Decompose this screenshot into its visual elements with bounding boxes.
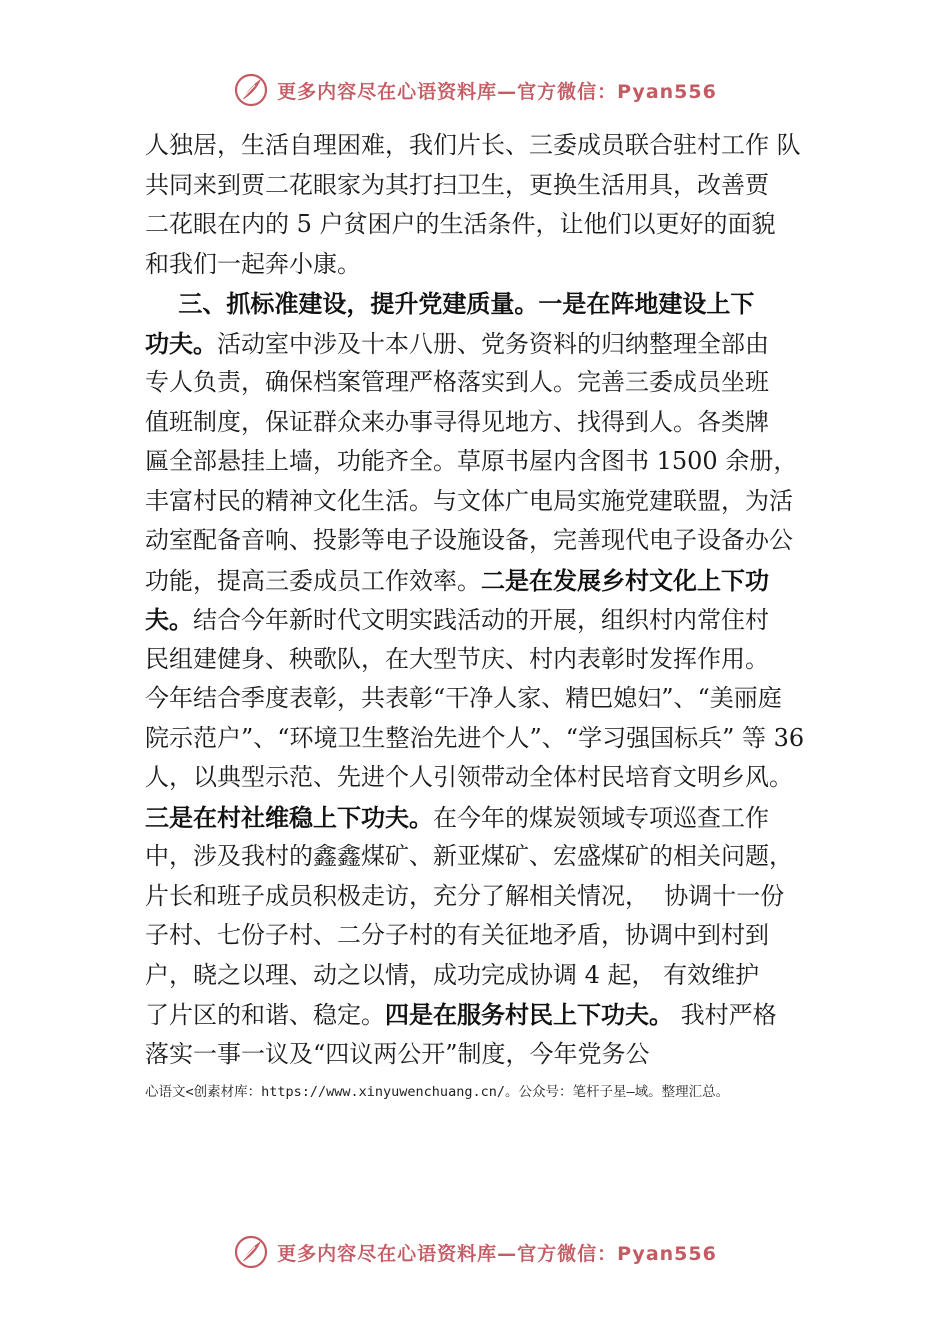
text-line [145,126,815,166]
text-line [145,284,815,324]
text-run: 院示范户”、“环境卫生整治先进个人”、“学习强国标兵” 等 36 [145,723,805,752]
bold-text-run: 三、抓标准建设，提升党建质量。一是在阵地建设上下 [145,289,755,318]
bold-text-run: 二是在发展乡村文化上下功 [481,565,769,595]
text-line [145,442,815,482]
text-run: 二花眼在内的 5 户贫困户的生活条件，让他们以更好的面貌 [145,210,776,238]
text-run: 落实一事一议及“四议两公开”制度，今年党务公 [145,1039,650,1068]
text-run: 匾全部悬挂上墙，功能齐全。草原书屋内含图书 1500 余册， [145,447,798,475]
text-run: 功能，提高三委成员工作效率。 [145,566,481,595]
text-run: 值班制度，保证群众来办事寻得见地方、找得到人。各类牌 [145,407,769,436]
text-run: 人，以典型示范、先进个人引领带动全体村民培育文明乡风。 [145,763,793,791]
bold-text-run: 三是在村社维稳上下功夫。 [145,802,433,832]
header-banner [0,68,950,112]
text-line [145,403,815,443]
text-line [145,679,815,719]
text-run: 在今年的煤炭领域专项巡查工作 [433,803,769,832]
text-run: 我村严格 [673,1001,777,1029]
text-run: 户，晓之以理、动之以情，成功完成协调 4 起， 有效维护 [145,960,760,989]
text-line [145,916,815,956]
text-line [145,245,815,285]
source-footnote: 心语文<创素材库：https://www.xinyuwenchuang.cn/。公众号：笔杆子星—域。整理汇总。 [145,1084,730,1100]
banner-text: 更多内容尽在心语资料库—官方微信：Pyan556 [277,1242,717,1265]
text-run: 结合今年新时代文明实践活动的开展，组织村内常住村 [193,606,769,634]
text-line [145,205,815,245]
text-run: 和我们一起奔小康。 [145,249,361,278]
text-line [145,995,815,1035]
text-run: 丰富村民的精神文化生活。与文体广电局实施党建联盟，为活 [145,486,793,515]
text-run: 民组建健身、秧歌队，在大型节庆、村内表彰时发挥作用。 [145,644,769,673]
feather-pen-logo-icon [233,72,269,108]
document-body [145,126,815,1074]
text-run: 人独居，生活自理困难，我们片长、三委成员联合驻村工作 队 [145,131,801,159]
bold-text-run: 夫。 [145,605,193,634]
text-run: 中，涉及我村的鑫鑫煤矿、新亚煤矿、宏盛煤矿的相关问题， [145,842,793,870]
footer-banner [0,1230,950,1274]
bold-text-run: 四是在服务村民上下功夫。 [385,1000,673,1029]
text-run: 专人负责，确保档案管理严格落实到人。完善三委成员坐班 [145,368,769,396]
text-line [145,600,815,640]
text-line [145,877,815,917]
text-line [145,758,815,798]
text-run: 了片区的和谐、稳定。 [145,1001,385,1029]
text-line [145,363,815,403]
text-line [145,719,815,759]
banner-text: 更多内容尽在心语资料库—官方微信：Pyan556 [277,80,717,103]
feather-pen-logo-icon [233,1234,269,1270]
text-line [145,166,815,206]
text-line [145,798,815,838]
text-line [145,482,815,522]
text-run: 今年结合季度表彰，共表彰“干净人家、精巴媳妇”、“美丽庭 [145,684,782,712]
text-run: 动室配备音响、投影等电子设施设备，完善现代电子设备办公 [145,526,793,554]
text-line [145,956,815,996]
text-run: 片长和班子成员积极走访，充分了解相关情况， 协调十一份 [145,881,785,910]
text-line [145,640,815,680]
text-line [145,1035,815,1075]
text-run: 共同来到贾二花眼家为其打扫卫生，更换生活用具，改善贾 [145,170,769,199]
bold-text-run: 功夫。 [145,328,217,358]
text-line [145,324,815,364]
text-line [145,837,815,877]
text-run: 子村、七份子村、二分子村的有关征地矛盾，协调中到村到 [145,921,769,949]
text-line [145,521,815,561]
text-run: 活动室中涉及十本八册、党务资料的归纳整理全部由 [217,329,769,358]
text-line [145,561,815,601]
